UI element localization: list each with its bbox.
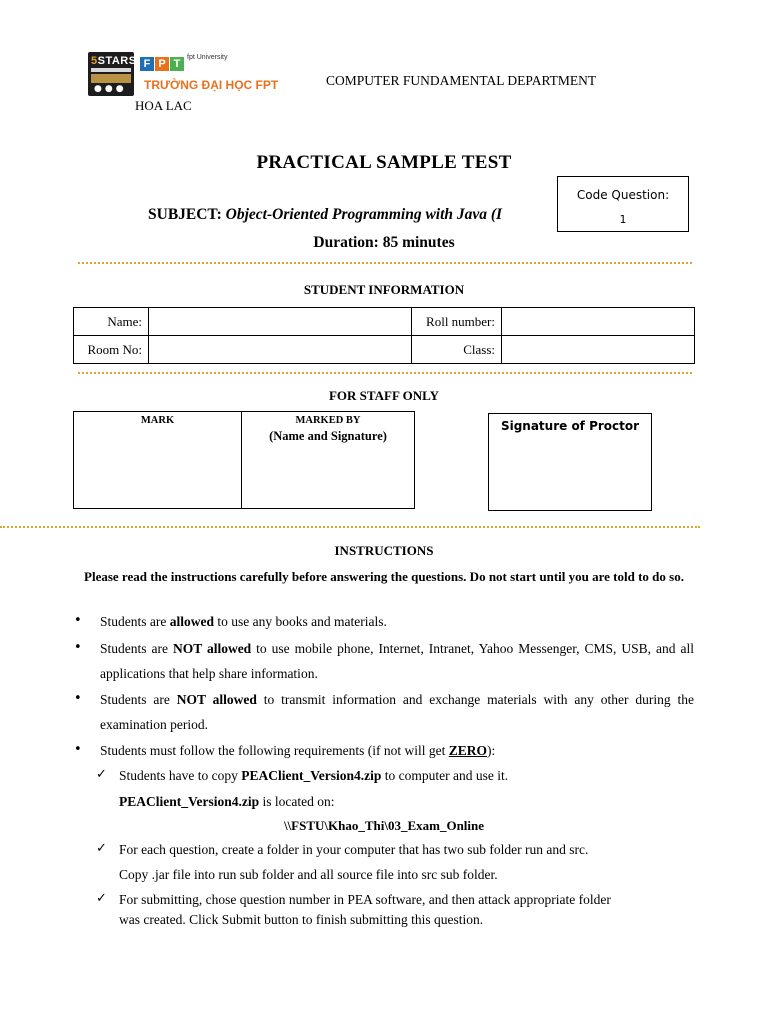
proctor-signature-box xyxy=(488,413,652,511)
requirement-item-cont: PEAClient_Version4.zip is located on: xyxy=(119,794,335,809)
instruction-item: Students are allowed to use any books and materials. xyxy=(100,614,387,629)
student-info-table xyxy=(73,307,695,364)
network-path: \\FSTU\Khao_Thi\03_Exam_Online xyxy=(283,818,485,833)
name-signature-header: (Name and Signature) xyxy=(269,429,387,443)
requirement-item-cont: was created. Click Submit button to finish submitting this question. xyxy=(119,912,484,927)
mark-table xyxy=(73,411,415,509)
instruction-item: Students are NOT allowed to use mobile phone, Internet, Intranet, Yahoo Messenger, CMS, USB, and all applications that help share information. xyxy=(100,641,694,681)
marked-by-header: MARKED BY xyxy=(295,415,361,426)
bullet-icon: • xyxy=(74,742,82,757)
room-no-field[interactable] xyxy=(149,336,412,364)
subject-label: SUBJECT: xyxy=(148,206,222,223)
stars-text: STARS xyxy=(97,55,137,67)
instruction-item: Students must follow the following requirements (if not will get ZERO): xyxy=(100,743,496,758)
bullet-icon: • xyxy=(74,640,82,655)
bullet-icon: • xyxy=(74,613,82,628)
code-question-value: 1 xyxy=(619,213,627,226)
university-name: TRƯỜNG ĐẠI HỌC FPT xyxy=(144,78,279,92)
department-name: COMPUTER FUNDAMENTAL DEPARTMENT xyxy=(326,73,597,88)
instructions-heading: INSTRUCTIONS xyxy=(334,543,434,558)
roll-number-label: Roll number: xyxy=(412,308,502,336)
instructions-intro: Please read the instructions carefully before answering the questions. Do not start until you are told to do so. xyxy=(84,569,684,584)
instruction-item: Students are NOT allowed to transmit information and exchange materials with any other during the examination period. xyxy=(100,692,694,732)
requirement-item: For each question, create a folder in your computer that has two sub folder run and src. xyxy=(119,842,589,857)
mark-header: MARK xyxy=(140,415,175,426)
dotted-divider xyxy=(0,526,700,530)
check-icon: ✓ xyxy=(96,891,107,906)
name-field[interactable] xyxy=(149,308,412,336)
check-icon: ✓ xyxy=(96,841,107,856)
code-question-box xyxy=(557,176,689,232)
bullet-icon: • xyxy=(74,691,82,706)
student-info-heading: STUDENT INFORMATION xyxy=(303,282,465,297)
roll-number-field[interactable] xyxy=(502,308,695,336)
requirement-item: For submitting, chose question number in PEA software, and then attack appropriate folder xyxy=(119,892,611,907)
requirement-item-cont: Copy .jar file into run sub folder and all source file into src sub folder. xyxy=(119,867,498,882)
requirement-item: Students have to copy PEAClient_Version4.zip to computer and use it. xyxy=(119,768,509,783)
class-label: Class: xyxy=(412,336,502,364)
room-no-label: Room No: xyxy=(74,336,149,364)
subject-value: Object-Oriented Programming with Java (I xyxy=(225,206,503,223)
proctor-signature-label: Signature of Proctor xyxy=(500,419,640,433)
check-icon: ✓ xyxy=(96,767,107,782)
university-logo xyxy=(88,52,279,96)
dotted-divider xyxy=(78,372,692,376)
code-question-label: Code Question: xyxy=(576,188,670,202)
campus-name: HOA LAC xyxy=(135,98,192,113)
staff-only-heading: FOR STAFF ONLY xyxy=(328,388,440,403)
stars-rating-logo: 5STARS ●●● xyxy=(88,52,134,96)
dotted-divider xyxy=(78,262,692,266)
fpt-logo: F P $T^{fpt University}$ xyxy=(140,54,227,72)
page-title: PRACTICAL SAMPLE TEST xyxy=(256,152,512,173)
duration: Duration: 85 minutes xyxy=(313,234,455,251)
subject-line xyxy=(148,206,502,224)
name-label: Name: xyxy=(74,308,149,336)
class-field[interactable] xyxy=(502,336,695,364)
